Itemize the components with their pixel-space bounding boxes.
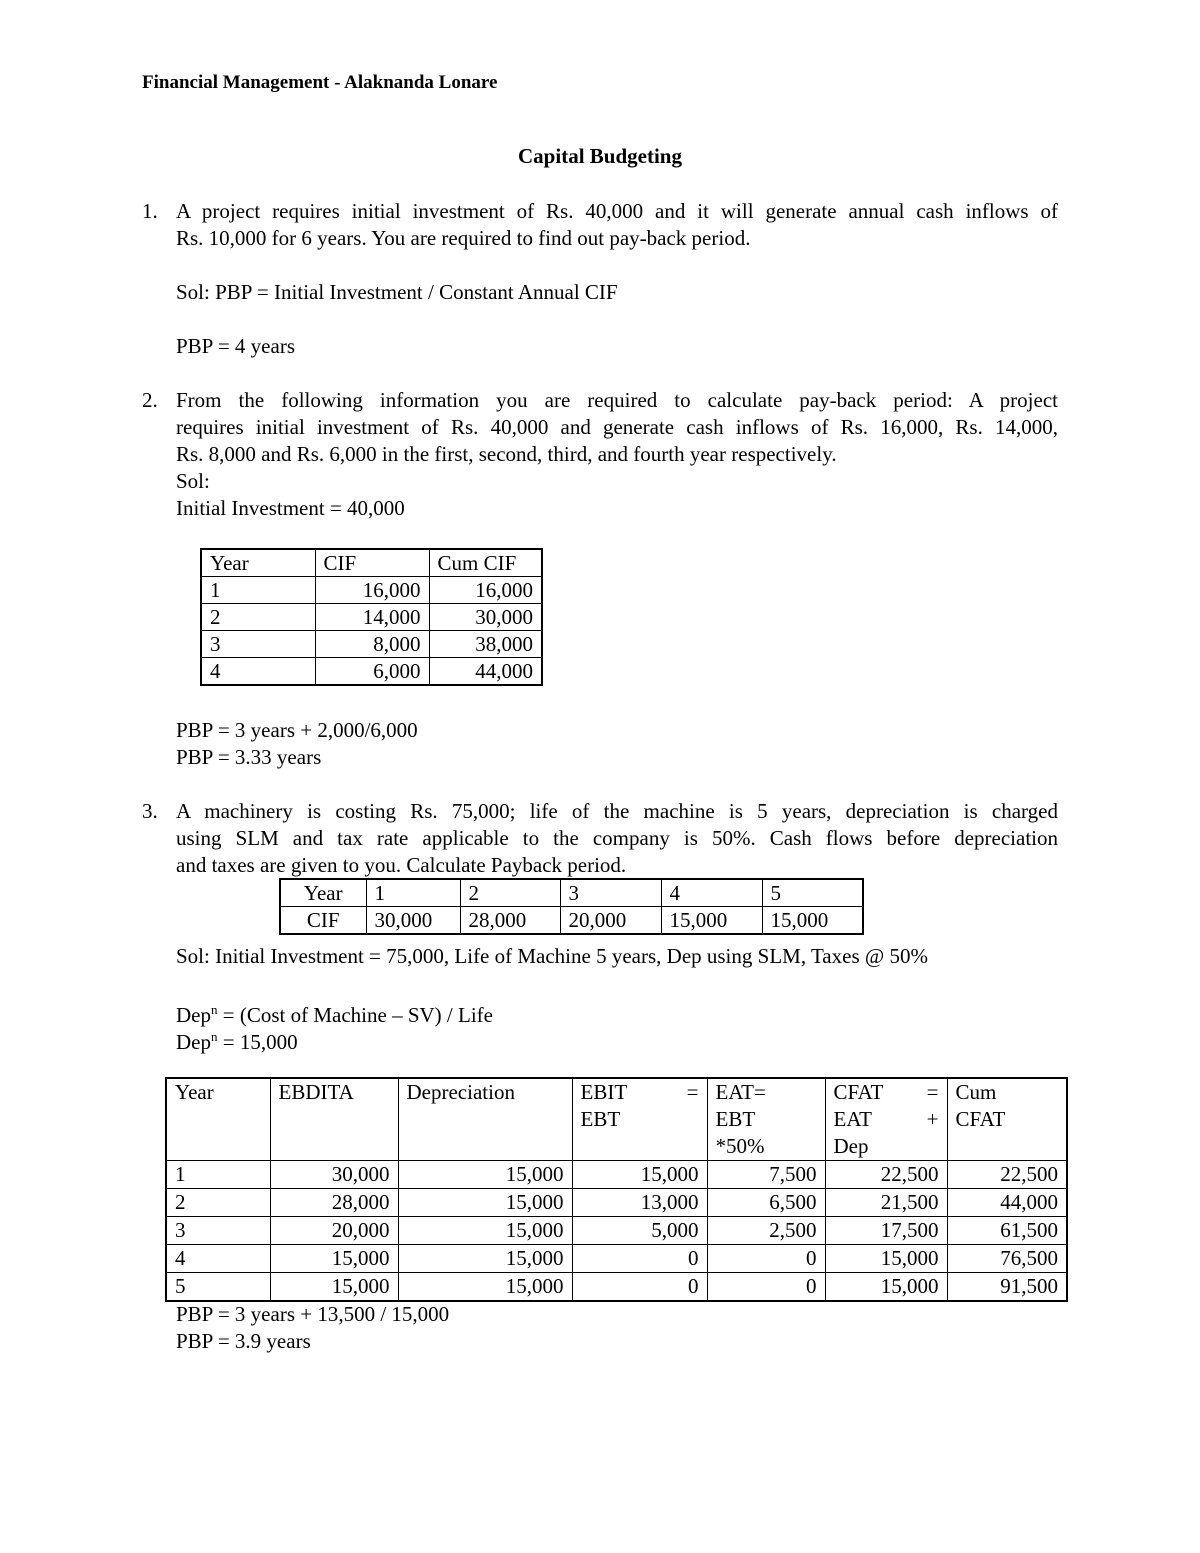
q3-cif-table <box>279 878 864 935</box>
dep-formula: = (Cost of Machine – SV) / Life <box>217 1003 493 1027</box>
table-header-cell: Year <box>166 1078 270 1161</box>
header-text: Dep <box>833 1134 869 1158</box>
dep-label: Dep <box>176 1003 211 1027</box>
table-header-cell <box>707 1078 825 1161</box>
table-header-cell: EBDITA <box>270 1078 398 1161</box>
table-cell: 6,000 <box>315 658 429 686</box>
table-cell: 4 <box>166 1245 270 1273</box>
document-header: Financial Management - Alaknanda Lonare <box>142 72 498 93</box>
table-cell: 15,000 <box>661 907 762 935</box>
q3-answer-1: PBP = 3 years + 13,500 / 15,000 <box>176 1302 450 1326</box>
table-cell: 5,000 <box>572 1217 707 1245</box>
table-cell: 38,000 <box>429 631 542 658</box>
table-cell: 15,000 <box>825 1245 947 1273</box>
table-cell: 0 <box>707 1245 825 1273</box>
table-cell: 2 <box>166 1189 270 1217</box>
table-cell: 61,500 <box>947 1217 1067 1245</box>
q2-sol-label: Sol: <box>176 469 210 493</box>
q1-line1: A project requires initial investment of Rs. 40,000 and it will generate annual cash inflows of <box>176 199 1058 223</box>
dep-superscript: n <box>211 1029 218 1044</box>
table-cell: 5 <box>166 1273 270 1302</box>
table-cell: 15,000 <box>398 1217 572 1245</box>
table-header-row <box>201 549 542 577</box>
header-text: EAT= <box>715 1080 766 1104</box>
q1-answer: PBP = 4 years <box>176 334 295 358</box>
table-cell: 22,500 <box>947 1161 1067 1189</box>
q2-number: 2. <box>142 388 158 412</box>
table-cell: 15,000 <box>270 1273 398 1302</box>
q1-number: 1. <box>142 199 158 223</box>
q3-line1: A machinery is costing Rs. 75,000; life of the machine is 5 years, depreciation is charged <box>176 799 1058 823</box>
page-title: Capital Budgeting <box>518 144 682 168</box>
table-cell: 15,000 <box>572 1161 707 1189</box>
table-cell: 76,500 <box>947 1245 1067 1273</box>
table-header-cell <box>947 1078 1067 1161</box>
table-header-cell <box>572 1078 707 1161</box>
table-cell: 20,000 <box>270 1217 398 1245</box>
table-cell: 14,000 <box>315 604 429 631</box>
table-cell: 1 <box>166 1161 270 1189</box>
header-text: CFAT <box>833 1080 884 1104</box>
table-header-cell <box>825 1078 947 1161</box>
header-text: + <box>926 1107 939 1131</box>
table-cell: 20,000 <box>560 907 661 935</box>
table-cell: 28,000 <box>270 1189 398 1217</box>
table-cell: 4 <box>661 879 762 907</box>
table-cell: 30,000 <box>366 907 460 935</box>
q2-line1: From the following information you are required to calculate pay-back period: A project <box>176 388 1058 412</box>
q3-number: 3. <box>142 799 158 823</box>
table-row <box>201 658 542 686</box>
table-cell: 0 <box>572 1273 707 1302</box>
header-text: EAT <box>833 1107 872 1131</box>
table-cell: 13,000 <box>572 1189 707 1217</box>
table-header-cell: Cum CIF <box>429 549 542 577</box>
table-cell: 2,500 <box>707 1217 825 1245</box>
table-cell: 44,000 <box>429 658 542 686</box>
table-cell: 15,000 <box>398 1245 572 1273</box>
table-row <box>201 604 542 631</box>
table-cell: 7,500 <box>707 1161 825 1189</box>
table-cell: 1 <box>201 577 315 604</box>
table-row <box>280 879 863 907</box>
table-header-cell: Depreciation <box>398 1078 572 1161</box>
table-row <box>280 907 863 935</box>
dep-superscript: n <box>211 1002 218 1017</box>
dep-value: = 15,000 <box>217 1030 298 1054</box>
table-row <box>166 1161 1067 1189</box>
q2-initial-investment: Initial Investment = 40,000 <box>176 496 405 520</box>
table-cell: 6,500 <box>707 1189 825 1217</box>
table-cell: 15,000 <box>398 1161 572 1189</box>
header-text: CFAT <box>955 1107 1006 1131</box>
dep-label: Dep <box>176 1030 211 1054</box>
table-cell: 15,000 <box>398 1189 572 1217</box>
table-cell: 15,000 <box>825 1273 947 1302</box>
table-cell: 8,000 <box>315 631 429 658</box>
q2-cif-table <box>200 548 543 686</box>
table-row <box>166 1189 1067 1217</box>
table-cell: 17,500 <box>825 1217 947 1245</box>
table-header-cell: Year <box>280 879 366 907</box>
table-header-cell: CIF <box>315 549 429 577</box>
table-header-cell: Year <box>201 549 315 577</box>
table-cell: 15,000 <box>270 1245 398 1273</box>
table-cell: 16,000 <box>429 577 542 604</box>
table-cell: 3 <box>560 879 661 907</box>
header-text: EBT <box>580 1107 621 1131</box>
q3-solution: Sol: Initial Investment = 75,000, Life of Machine 5 years, Dep using SLM, Taxes @ 50% <box>176 944 928 968</box>
q3-cashflow-table <box>165 1077 1068 1302</box>
table-cell: 16,000 <box>315 577 429 604</box>
q2-line2: requires initial investment of Rs. 40,000 and generate cash inflows of Rs. 16,000, Rs. 14,000, <box>176 415 1058 439</box>
q3-line3: and taxes are given to you. Calculate Payback period. <box>176 853 627 877</box>
table-cell: 28,000 <box>460 907 560 935</box>
q2-answer-1: PBP = 3 years + 2,000/6,000 <box>176 718 418 742</box>
q2-answer-2: PBP = 3.33 years <box>176 745 322 769</box>
table-cell: 3 <box>201 631 315 658</box>
q3-depreciation-value <box>176 1023 1058 1056</box>
table-cell: 91,500 <box>947 1273 1067 1302</box>
q2-line3: Rs. 8,000 and Rs. 6,000 in the first, second, third, and fourth year respectively. <box>176 442 837 466</box>
q3-answer-2: PBP = 3.9 years <box>176 1329 311 1353</box>
q1-line2: Rs. 10,000 for 6 years. You are required to find out pay-back period. <box>176 226 751 250</box>
header-text: = <box>686 1080 699 1104</box>
table-cell: 0 <box>707 1273 825 1302</box>
table-cell: 2 <box>201 604 315 631</box>
table-cell: 15,000 <box>398 1273 572 1302</box>
table-cell: 0 <box>572 1245 707 1273</box>
table-cell: 2 <box>460 879 560 907</box>
table-cell: 44,000 <box>947 1189 1067 1217</box>
table-row <box>166 1245 1067 1273</box>
table-row <box>166 1217 1067 1245</box>
table-header-row <box>166 1078 1067 1161</box>
table-cell: 22,500 <box>825 1161 947 1189</box>
table-header-cell: CIF <box>280 907 366 935</box>
table-cell: 1 <box>366 879 460 907</box>
header-text: *50% <box>715 1134 765 1158</box>
table-row <box>201 631 542 658</box>
table-cell: 30,000 <box>270 1161 398 1189</box>
table-cell: 3 <box>166 1217 270 1245</box>
table-cell: 30,000 <box>429 604 542 631</box>
q3-line2: using SLM and tax rate applicable to the company is 50%. Cash flows before depreciation <box>176 826 1058 850</box>
table-row <box>201 577 542 604</box>
table-cell: 15,000 <box>762 907 863 935</box>
table-cell: 21,500 <box>825 1189 947 1217</box>
table-cell: 5 <box>762 879 863 907</box>
table-cell: 4 <box>201 658 315 686</box>
header-text: EBIT <box>580 1080 628 1104</box>
q1-solution: Sol: PBP = Initial Investment / Constant Annual CIF <box>176 280 618 304</box>
header-text: Cum <box>955 1080 997 1104</box>
header-text: EBT <box>715 1107 756 1131</box>
table-row <box>166 1273 1067 1302</box>
header-text: = <box>926 1080 939 1104</box>
